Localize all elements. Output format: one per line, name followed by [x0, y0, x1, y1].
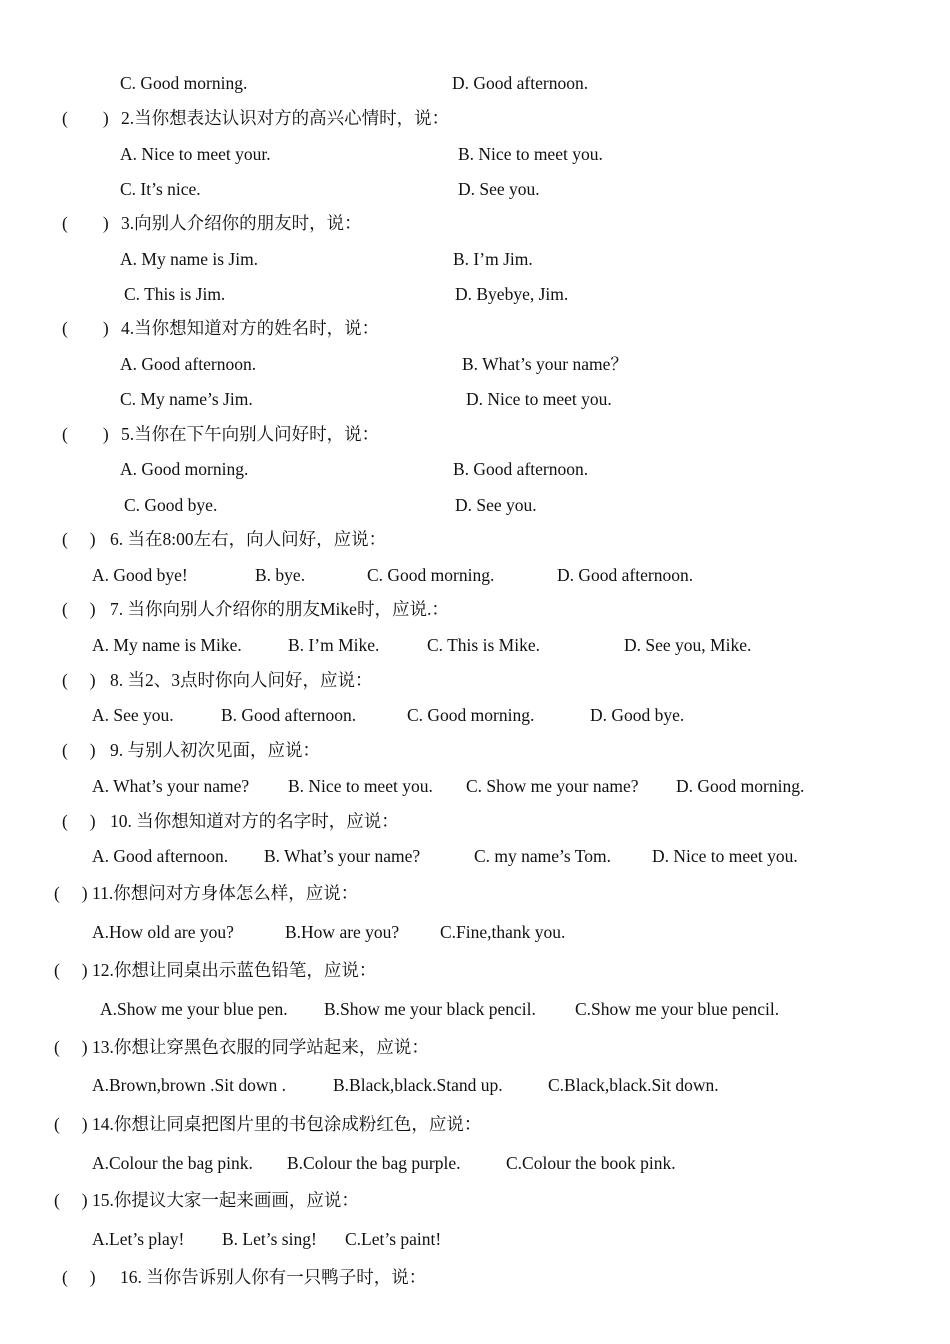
q7-option-b: B. I’m Mike.: [288, 635, 380, 655]
q11-option-a: A.How old are you?: [92, 922, 234, 942]
q4-option-d: D. Nice to meet you.: [466, 389, 612, 409]
q16-answer-blank[interactable]: ( ): [62, 1267, 96, 1287]
q5-option-d: D. See you.: [455, 495, 537, 515]
q8-option-b: B. Good afternoon.: [221, 705, 357, 725]
q5-stem: 5.当你在下午向别人问好时，说：: [121, 424, 380, 444]
q13-answer-blank[interactable]: ( ): [54, 1037, 88, 1057]
q1-option-d: D. Good afternoon.: [452, 73, 589, 93]
q3-stem: 3.向别人介绍你的朋友时，说：: [121, 213, 362, 233]
q12-option-b: B.Show me your black pencil.: [324, 999, 536, 1019]
q14-option-c: C.Colour the book pink.: [506, 1153, 676, 1173]
q15-option-c: C.Let’s paint!: [345, 1229, 442, 1249]
q10-option-c: C. my name’s Tom.: [474, 846, 611, 866]
q8-option-c: C. Good morning.: [407, 705, 535, 725]
q15-stem: 15.你提议大家一起来画画，应说：: [92, 1190, 359, 1210]
q9-option-b: B. Nice to meet you.: [288, 776, 433, 796]
q3-option-d: D. Byebye, Jim.: [455, 284, 569, 304]
q6-option-c: C. Good morning.: [367, 565, 495, 585]
q11-option-c: C.Fine,thank you.: [440, 922, 566, 942]
q5-option-c: C. Good bye.: [124, 495, 218, 515]
q4-stem: 4.当你想知道对方的姓名时，说：: [121, 318, 380, 338]
q7-stem: 7. 当你向别人介绍你的朋友Mike时，应说.：: [110, 599, 449, 619]
q8-option-d: D. Good bye.: [590, 705, 685, 725]
q14-option-b: B.Colour the bag purple.: [287, 1153, 461, 1173]
q12-stem: 12.你想让同桌出示蓝色铅笔，应说：: [92, 960, 377, 980]
q11-option-b: B.How are you?: [285, 922, 400, 942]
q7-option-c: C. This is Mike.: [427, 635, 540, 655]
q4-option-a: A. Good afternoon.: [120, 354, 257, 374]
q13-option-c: C.Black,black.Sit down.: [548, 1075, 719, 1095]
q1-option-c: C. Good morning.: [120, 73, 248, 93]
q2-answer-blank[interactable]: ( ): [62, 108, 109, 128]
q4-answer-blank[interactable]: ( ): [62, 318, 109, 338]
q13-stem: 13.你想让穿黑色衣服的同学站起来，应说：: [92, 1037, 429, 1057]
q6-option-d: D. Good afternoon.: [557, 565, 694, 585]
q7-option-d: D. See you, Mike.: [624, 635, 752, 655]
q7-answer-blank[interactable]: ( ): [62, 599, 96, 619]
q9-option-d: D. Good morning.: [676, 776, 805, 796]
q13-option-b: B.Black,black.Stand up.: [333, 1075, 503, 1095]
q13-option-a: A.Brown,brown .Sit down .: [92, 1075, 286, 1095]
q8-stem: 8. 当2、3点时你向人问好，应说：: [110, 670, 373, 690]
q10-stem: 10. 当你想知道对方的名字时，应说：: [110, 811, 399, 831]
q4-option-c: C. My name’s Jim.: [120, 389, 253, 409]
q15-option-b: B. Let’s sing!: [222, 1229, 317, 1249]
q5-answer-blank[interactable]: ( ): [62, 424, 109, 444]
q9-option-a: A. What’s your name?: [92, 776, 250, 796]
q6-option-b: B. bye.: [255, 565, 306, 585]
q9-stem: 9. 与别人初次见面，应说：: [110, 740, 320, 760]
q15-option-a: A.Let’s play!: [92, 1229, 185, 1249]
q6-option-a: A. Good bye!: [92, 565, 188, 585]
q6-answer-blank[interactable]: ( ): [62, 529, 96, 549]
q7-option-a: A. My name is Mike.: [92, 635, 242, 655]
q6-stem: 6. 当在8:00左右，向人问好，应说：: [110, 529, 387, 549]
q10-option-d: D. Nice to meet you.: [652, 846, 798, 866]
q14-answer-blank[interactable]: ( ): [54, 1114, 88, 1134]
q16-stem: 16. 当你告诉别人你有一只鸭子时，说：: [120, 1267, 427, 1287]
q9-option-c: C. Show me your name?: [466, 776, 639, 796]
q2-option-b: B. Nice to meet you.: [458, 144, 603, 164]
q2-option-d: D. See you.: [458, 179, 540, 199]
q3-option-b: B. I’m Jim.: [453, 249, 533, 269]
q11-stem: 11.你想问对方身体怎么样，应说：: [92, 883, 359, 903]
q12-answer-blank[interactable]: ( ): [54, 960, 88, 980]
q14-option-a: A.Colour the bag pink.: [92, 1153, 253, 1173]
q8-answer-blank[interactable]: ( ): [62, 670, 96, 690]
q15-answer-blank[interactable]: ( ): [54, 1190, 88, 1210]
q3-option-a: A. My name is Jim.: [120, 249, 259, 269]
q12-option-c: C.Show me your blue pencil.: [575, 999, 780, 1019]
q9-answer-blank[interactable]: ( ): [62, 740, 96, 760]
q10-option-b: B. What’s your name?: [264, 846, 421, 866]
q4-option-b: B. What’s your name？: [462, 354, 628, 374]
q2-stem: 2.当你想表达认识对方的高兴心情时，说：: [121, 108, 450, 128]
q11-answer-blank[interactable]: ( ): [54, 883, 88, 903]
q2-option-a: A. Nice to meet your.: [120, 144, 271, 164]
q10-answer-blank[interactable]: ( ): [62, 811, 96, 831]
q2-option-c: C. It’s nice.: [120, 179, 201, 199]
q3-answer-blank[interactable]: ( ): [62, 213, 109, 233]
q10-option-a: A. Good afternoon.: [92, 846, 229, 866]
q5-option-a: A. Good morning.: [120, 459, 249, 479]
q3-option-c: C. This is Jim.: [124, 284, 226, 304]
q5-option-b: B. Good afternoon.: [453, 459, 589, 479]
q12-option-a: A.Show me your blue pen.: [100, 999, 288, 1019]
q8-option-a: A. See you.: [92, 705, 174, 725]
q14-stem: 14.你想让同桌把图片里的书包涂成粉红色，应说：: [92, 1114, 482, 1134]
